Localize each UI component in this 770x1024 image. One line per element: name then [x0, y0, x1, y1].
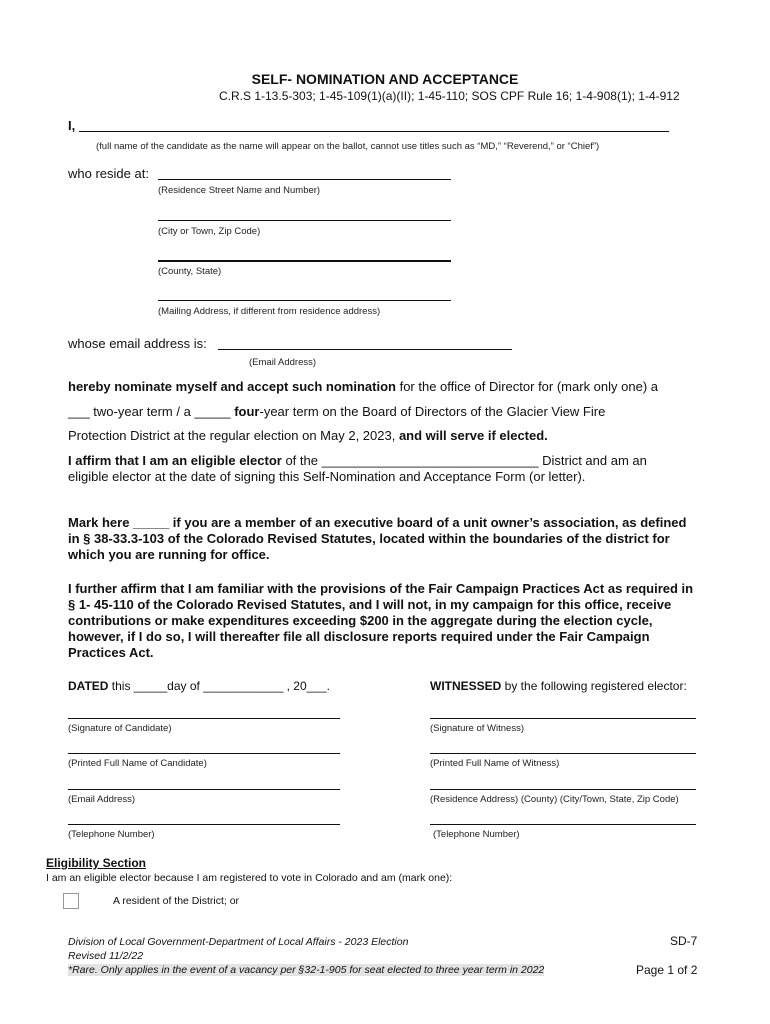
candidate-printed-name-label: (Printed Full Name of Candidate) [68, 758, 207, 769]
reside-label: who reside at: [68, 166, 149, 181]
affirm-rest-1: of the ______________________________ District and am an [281, 453, 647, 468]
nomination-bold: hereby nominate myself and accept such nomination [68, 379, 396, 394]
witnessed-rest: by the following registered elector: [501, 679, 687, 693]
candidate-name-line[interactable] [79, 131, 669, 132]
city-zip-line[interactable] [158, 220, 451, 221]
nomination-rest: for the office of Director for (mark only one) a [395, 379, 658, 394]
residence-street-line[interactable] [158, 179, 451, 180]
email-line[interactable] [218, 349, 512, 350]
mailing-address-hint: (Mailing Address, if different from residence address) [158, 306, 381, 317]
footer-revised: Revised 11/2/22 [68, 950, 144, 962]
dated-line [68, 679, 330, 693]
witnessed-bold: WITNESSED [430, 679, 502, 693]
affirm-line-2: eligible elector at the date of signing this Self-Nomination and Acceptance Form (or letter). [68, 469, 586, 484]
eligibility-text: I am an eligible elector because I am registered to vote in Colorado and am (mark one): [46, 872, 453, 884]
candidate-phone-label: (Telephone Number) [68, 829, 155, 840]
witness-printed-name-line[interactable] [430, 753, 696, 754]
statute-reference: C.R.S 1-13.5-303; 1-45-109(1)(a)(II); 1-45-110; SOS CPF Rule 16; 1-4-908(1); 1-4-912 [219, 89, 680, 103]
mark-here-paragraph: Mark here _____ if you are a member of an executive board of a unit owner’s association, as defined in § 38-33.3-103 of the Colorado Revised Statutes, located within the boundaries of the district for which you are running for office. [68, 515, 687, 562]
candidate-phone-line[interactable] [68, 824, 340, 825]
fcpa-paragraph: I further affirm that I am familiar with the provisions of the Fair Campaign Practices Act as required in § 1- 45-110 of the Colorado Revised Statutes, and I will not, in my campaign for this office, receive contributions or make expenditures exceeding $200 in the aggregate during the election cycle, however, if I do so, I will thereafter file all disclosure reports required under the Fair Campaign Practices Act. [68, 581, 694, 660]
i-label: I, [68, 118, 76, 133]
district-line [68, 428, 548, 443]
witness-phone-label: (Telephone Number) [433, 829, 520, 840]
resident-checkbox[interactable] [63, 893, 79, 909]
form-title: SELF- NOMINATION AND ACCEPTANCE [251, 71, 519, 87]
term-line-a: ___ two-year term / a _____ [68, 404, 235, 419]
witness-signature-label: (Signature of Witness) [430, 723, 524, 734]
district-line-bold: and will serve if elected. [398, 428, 548, 443]
candidate-signature-label: (Signature of Candidate) [68, 723, 172, 734]
name-hint: (full name of the candidate as the name will appear on the ballot, cannot use titles such as “MD,” “Reverend,” or “Chief”) [96, 141, 600, 152]
email-hint: (Email Address) [249, 357, 317, 368]
email-label: whose email address is: [68, 336, 207, 351]
district-line-text: Protection District at the regular election on May 2, 2023, [68, 428, 399, 443]
witness-signature-line[interactable] [430, 718, 696, 719]
page-number: Page 1 of 2 [636, 963, 698, 977]
term-line [68, 404, 605, 419]
affirm-bold: I affirm that I am an eligible elector [68, 453, 282, 468]
footer-agency: Division of Local Government-Department of Local Affairs - 2023 Election [68, 936, 409, 948]
residence-street-hint: (Residence Street Name and Number) [158, 185, 321, 196]
candidate-signature-line[interactable] [68, 718, 340, 719]
candidate-email-label: (Email Address) [68, 794, 136, 805]
county-state-line[interactable] [158, 260, 451, 262]
county-state-hint: (County, State) [158, 266, 222, 277]
candidate-printed-name-line[interactable] [68, 753, 340, 754]
city-zip-hint: (City or Town, Zip Code) [158, 226, 261, 237]
resident-option-label: A resident of the District; or [113, 895, 240, 907]
witness-address-line[interactable] [430, 789, 696, 790]
witness-address-label: (Residence Address) (County) (City/Town, State, Zip Code) [430, 794, 679, 805]
nomination-statement [68, 379, 658, 394]
dated-rest: this _____day of ____________ , 20___. [108, 679, 330, 693]
footer-rare-note: *Rare. Only applies in the event of a vacancy per §32-1-905 for seat elected to three year term in 2022 [68, 964, 545, 976]
affirm-line-1 [68, 453, 647, 468]
candidate-email-line[interactable] [68, 789, 340, 790]
dated-bold: DATED [68, 679, 109, 693]
eligibility-heading: Eligibility Section [46, 856, 147, 870]
witness-phone-line[interactable] [430, 824, 696, 825]
witnessed-line [430, 679, 687, 693]
witness-printed-name-label: (Printed Full Name of Witness) [430, 758, 560, 769]
term-line-b: -year term on the Board of Directors of the Glacier View Fire [259, 404, 606, 419]
mailing-address-line[interactable] [158, 300, 451, 301]
form-id: SD-7 [670, 934, 698, 948]
term-four: four [234, 404, 260, 419]
